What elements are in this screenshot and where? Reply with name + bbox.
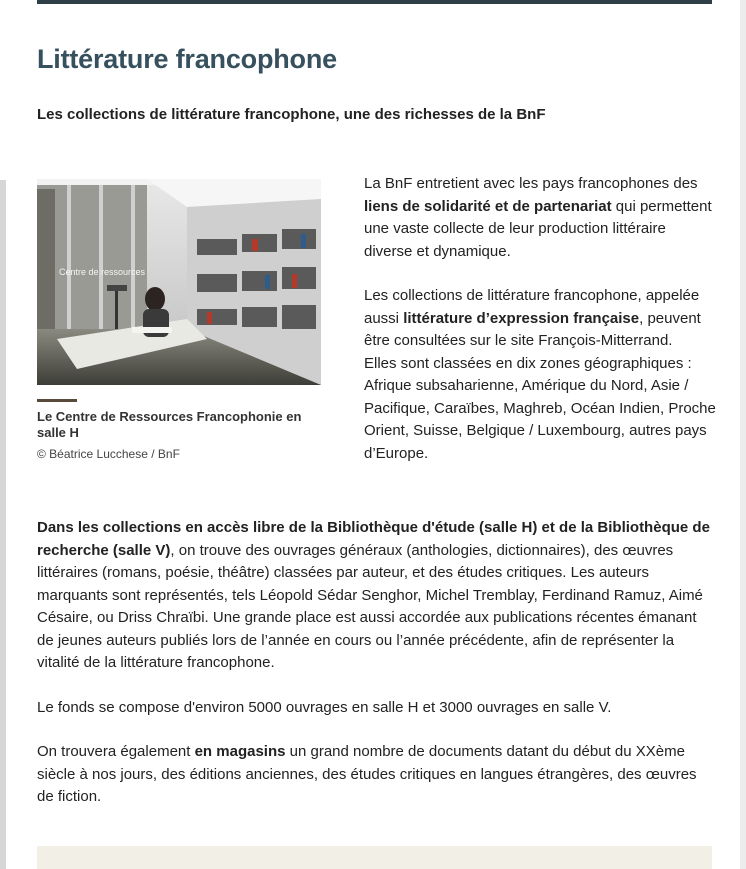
page-title: Littérature francophone [37, 44, 337, 74]
top-accent-bar [37, 0, 712, 4]
figure-caption: Le Centre de Ressources Francophonie en salle H [37, 409, 302, 440]
body-text [37, 517, 717, 809]
intro-highlight-2: littérature d’expression française [403, 309, 640, 327]
caption-rule [37, 399, 77, 402]
right-scroll-edge[interactable] [740, 0, 746, 869]
body-paragraph-3: On trouvera également en magasins un grand nombre de documents datant du début du XXème siècle à nos jours, des éditions anciennes, des études critiques en langues étrangères, des œuvres de fiction. [37, 743, 697, 805]
body-paragraph-2: Le fonds se compose d'environ 5000 ouvrages en salle H et 3000 ouvrages en salle V. [37, 698, 612, 716]
reading-room-figure [37, 179, 321, 461]
body-highlight-3: en magasins [194, 743, 286, 760]
intro-paragraph-3: Elles sont classées en dix zones géographiques : Afrique subsaharienne, Amérique du Nord, Asie / Pacifique, Caraïbes, Maghreb, Océan Indien, Proche Orient, Suisse, Belgique / Luxembourg, autres pays d’Europe. [364, 354, 716, 462]
intro-highlight-1: liens de solidarité et de partenariat [364, 197, 612, 215]
reading-room-photo [37, 179, 321, 385]
body-paragraph-1: Dans les collections en accès libre de la Bibliothèque d'étude (salle H) et de la Bibliothèque de recherche (salle V), on trouve des ouvrages généraux (anthologies, dictionnaires), des œuvres littéraires (romans, poésie, théâtre) classées par auteur, et des études critiques. Les auteurs marquants sont représentés, tels Léopold Sédar Senghor, Michel Tremblay, Ferdinand Ramuz, Aimé Césaire, ou Driss Chraïbi. Une grande place est aussi accordée aux publications récentes émanant de jeunes auteurs publiés lors de l’année en cours ou l’année précédente, afin de représenter la vitalité de la littérature francophone. [37, 519, 710, 671]
left-scroll-edge [0, 180, 6, 869]
intro-paragraph-2: Les collections de littérature francophone, appelée aussi littérature d’expression française, peuvent être consultées sur le site François-Mitterrand. [364, 287, 701, 349]
figure-credit: © Béatrice Lucchese / BnF [37, 447, 180, 461]
intro-text [364, 173, 716, 465]
intro-paragraph-1: La BnF entretient avec les pays francophones des liens de solidarité et de partenariat qui permettent une vaste collecte de leur production littéraire diverse et dynamique. [364, 175, 712, 260]
page-lead: Les collections de littérature francophone, une des richesses de la BnF [37, 106, 546, 123]
body-highlight-1: Dans les collections en accès libre de la Bibliothèque d'étude (salle H) et de la Bibliothèque de recherche (salle V) [37, 519, 710, 559]
photo-sign-text: Centre de ressources [59, 267, 146, 277]
related-box [37, 846, 712, 869]
